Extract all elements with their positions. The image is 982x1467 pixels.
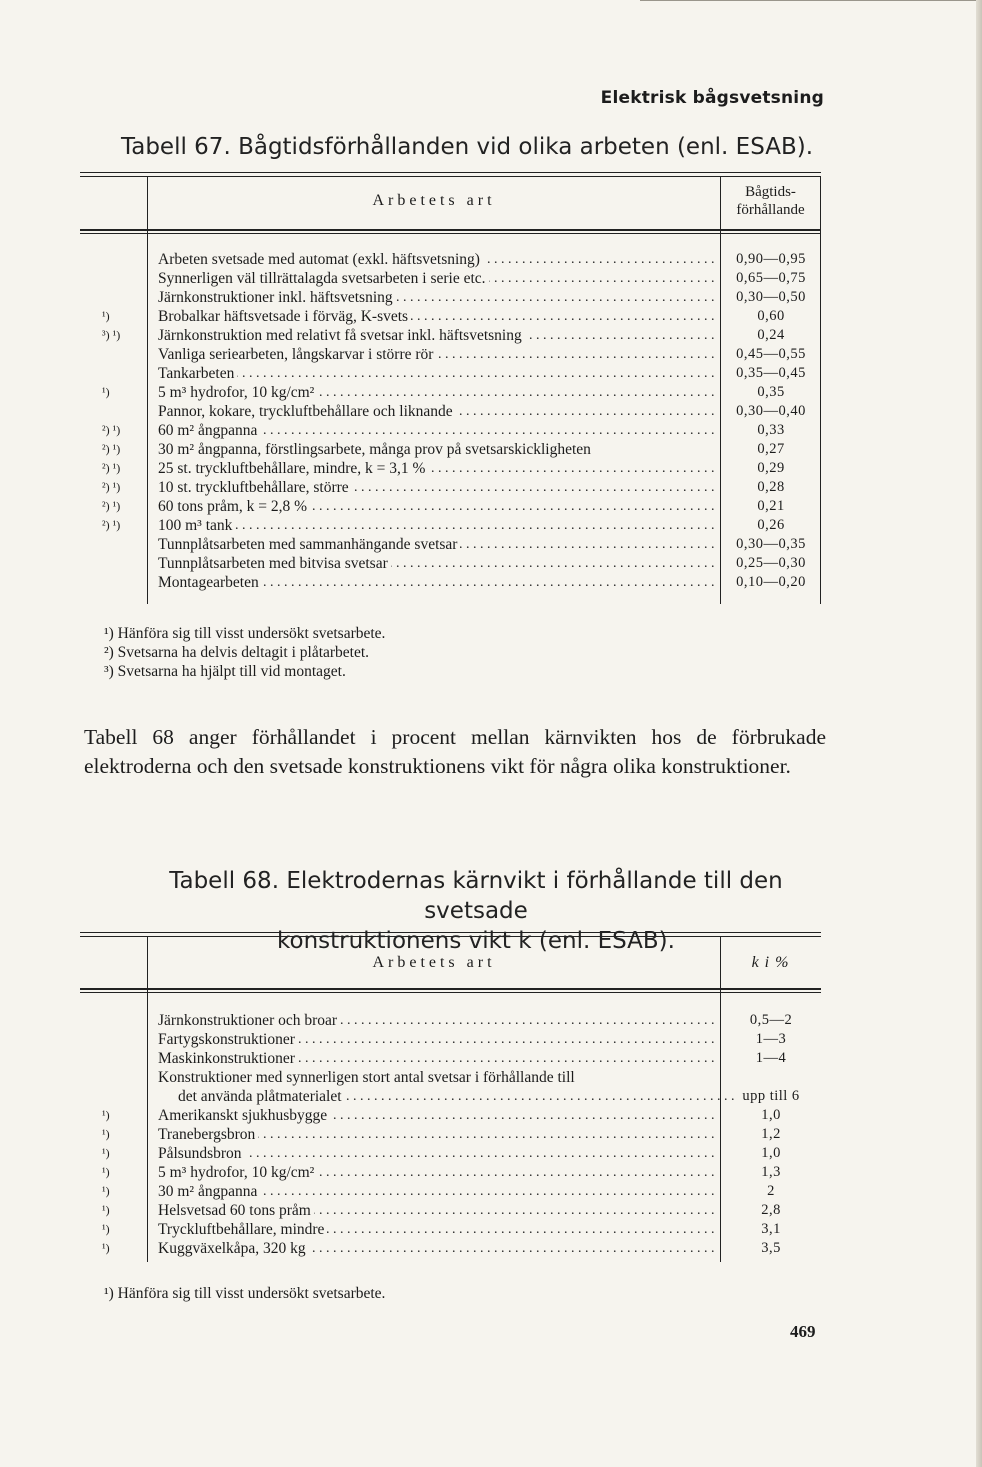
table68-row-label: 5 m³ hydrofor, 10 kg/cm²	[158, 1164, 317, 1181]
table67-row-value: 0,30—0,35	[736, 536, 806, 552]
table67-row-label: Tunnplåtsarbeten med sammanhängande svetsar	[158, 536, 460, 553]
table67-row-value: 0,30—0,40	[736, 403, 806, 419]
table68-row-label-cell	[158, 1220, 718, 1239]
table67-row-footnote-mark: ²) ¹)	[102, 442, 121, 456]
table67-row-label: 100 m³ tank	[158, 517, 235, 534]
table68-row-footnote-mark: ¹)	[102, 1241, 110, 1255]
table67-row-value: 0,21	[757, 498, 785, 514]
table67-row-label: 30 m² ångpanna, förstlingsarbete, många prov på svetsarskickligheten	[158, 441, 594, 458]
page-number: 469	[790, 1322, 816, 1341]
table68-row-label-cell	[158, 1049, 718, 1068]
table68-row-label: Tranebergsbron	[158, 1126, 258, 1143]
table67-row	[80, 269, 821, 288]
table68-row-footnote-mark: ¹)	[102, 1108, 110, 1122]
table67	[80, 172, 821, 604]
table67-row	[80, 383, 821, 402]
table68-header-rule	[80, 988, 821, 990]
body-paragraph: Tabell 68 anger förhållandet i procent mellan kärnvikten hos de förbrukade elektroderna och den svetsade konstruktionens vikt för några olika konstruktioner.	[84, 725, 826, 778]
table67-row-value: 0,30—0,50	[736, 289, 806, 305]
table68-row	[80, 1201, 821, 1220]
table67-row-value: 0,35—0,45	[736, 365, 806, 381]
table67-row-footnote-mark: ²) ¹)	[102, 518, 121, 532]
table68-row-label-cell	[158, 1201, 718, 1220]
table68-row	[80, 1106, 821, 1125]
table68-row-footnote-mark: ¹)	[102, 1203, 110, 1217]
table67-row-label-cell	[158, 326, 718, 345]
table67-row-label-cell	[158, 364, 718, 383]
table68-row-label: Tryckluftbehållare, mindre	[158, 1221, 327, 1238]
table67-col-ratio-line2: förhållande	[736, 202, 805, 218]
table68-row	[80, 1030, 821, 1049]
table67-caption: Tabell 67. Bågtidsförhållanden vid olika arbeten (enl. ESAB).	[121, 134, 814, 160]
table67-row	[80, 497, 821, 516]
table67-footnote-1: ¹) Hänföra sig till visst undersökt svetsarbete.	[104, 625, 386, 642]
table68-row-label-cell	[158, 1011, 718, 1030]
table68-row-value: 3,5	[761, 1240, 781, 1256]
table67-col-ratio	[721, 183, 820, 219]
table68-row-label-cell	[158, 1068, 718, 1087]
table68-row	[80, 1125, 821, 1144]
table67-footnote-3: ³) Svetsarna ha hjälpt till vid montaget.	[104, 663, 346, 680]
table68-row-value: 1—3	[755, 1031, 787, 1047]
table67-row-label-cell	[158, 250, 718, 269]
table67-col-ratio-line1: Bågtids-	[745, 184, 796, 200]
table67-row-footnote-mark: ¹)	[102, 309, 110, 323]
table67-row	[80, 326, 821, 345]
table67-row-label: Järnkonstruktion med relativt få svetsar inkl. häftsvetsning	[158, 327, 525, 344]
table68-row-label: Amerikanskt sjukhusbygge	[158, 1107, 330, 1124]
table67-row-value: 0,28	[757, 479, 785, 495]
table67-row	[80, 573, 821, 592]
table68-row-footnote-mark: ¹)	[102, 1165, 110, 1179]
table67-row-label-cell	[158, 554, 718, 573]
table67-top-rule	[80, 172, 821, 173]
table68-footnote: ¹) Hänföra sig till visst undersökt svetsarbete.	[104, 1285, 386, 1302]
table68-row-label: det använda plåtmaterialet	[178, 1088, 345, 1105]
table68-row-label: Pålsundsbron	[158, 1145, 245, 1162]
table67-header-rule	[80, 229, 821, 231]
table68-row-value: 0,5—2	[749, 1012, 793, 1028]
table68-row-label: Helsvetsad 60 tons pråm	[158, 1202, 314, 1219]
table67-row-label-cell	[158, 535, 718, 554]
table67-row-value: 0,35	[757, 384, 785, 400]
table68-top-rule-2	[80, 936, 821, 937]
table67-col-work: Arbetets art	[372, 192, 496, 209]
table67-row	[80, 421, 821, 440]
table67-row-value: 0,10—0,20	[736, 574, 806, 590]
table67-row-label-cell	[158, 269, 718, 288]
table68-row-value: 1,0	[761, 1145, 781, 1161]
table67-row-label: Vanliga seriearbeten, långskarvar i större rör	[158, 346, 436, 363]
table67-row-label: Montagearbeten	[158, 574, 262, 591]
table67-row	[80, 440, 821, 459]
table68-row	[80, 1087, 821, 1106]
table68-row-label: Järnkonstruktioner och broar	[158, 1012, 340, 1029]
table67-row-label-cell	[158, 345, 718, 364]
table67-row-label: Brobalkar häftsvetsade i förväg, K-svets	[158, 308, 411, 325]
table67-row-label: Arbeten svetsade med automat (exkl. häftsvetsning)	[158, 251, 483, 268]
table68-row-footnote-mark: ¹)	[102, 1222, 110, 1236]
table67-row-footnote-mark: ²) ¹)	[102, 423, 121, 437]
table67-header-rule-2	[80, 233, 821, 234]
table67-row-value: 0,33	[757, 422, 785, 438]
table68-row-value: 2	[767, 1183, 775, 1199]
table67-row	[80, 459, 821, 478]
table68-row-label: Fartygskonstruktioner	[158, 1031, 298, 1048]
table68-row-label: Maskinkonstruktioner	[158, 1050, 298, 1067]
table67-row-label: Järnkonstruktioner inkl. häftsvetsning	[158, 289, 396, 306]
table67-row-label: Synnerligen väl tillrättalagda svetsarbeten i serie etc.	[158, 270, 489, 287]
table67-row-label-cell	[158, 497, 718, 516]
table67-row-label-cell	[158, 459, 718, 478]
table67-top-rule-2	[80, 176, 821, 177]
table67-row	[80, 250, 821, 269]
table67-row-label-cell	[158, 383, 718, 402]
table68-row-footnote-mark: ¹)	[102, 1146, 110, 1160]
table68-row-label-cell	[158, 1182, 718, 1201]
table67-row-value: 0,90—0,95	[736, 251, 806, 267]
table68-row-value: 1,2	[761, 1126, 781, 1142]
table67-row	[80, 554, 821, 573]
table67-row-label: Tunnplåtsarbeten med bitvisa svetsar	[158, 555, 391, 572]
table68-col-work: Arbetets art	[372, 954, 496, 971]
table67-row-label: Tankarbeten	[158, 365, 237, 382]
table68-row-label-cell	[158, 1106, 718, 1125]
table67-row-value: 0,27	[757, 441, 785, 457]
table67-row-label: 60 m² ångpanna	[158, 422, 260, 439]
table67-row-value: 0,60	[757, 308, 785, 324]
table67-row-label: 10 st. tryckluftbehållare, större	[158, 479, 352, 496]
table68-caption-line1: Tabell 68. Elektrodernas kärnvikt i förhållande till den svetsade	[169, 868, 783, 924]
table68-row-label-cell	[158, 1239, 718, 1258]
table67-row-label: 5 m³ hydrofor, 10 kg/cm²	[158, 384, 317, 401]
table67-row-label-cell	[158, 307, 718, 326]
table67-row	[80, 535, 821, 554]
table67-row-label-cell	[158, 440, 718, 459]
table68-top-rule	[80, 932, 821, 933]
table68-row-value: 1,0	[761, 1107, 781, 1123]
table67-row-value: 0,25—0,30	[736, 555, 806, 571]
table67-row-label-cell	[158, 516, 718, 535]
page-top-edge	[640, 0, 980, 1]
table68-row-footnote-mark: ¹)	[102, 1127, 110, 1141]
running-header: Elektrisk bågsvetsning	[600, 88, 824, 108]
table67-row-label-cell	[158, 288, 718, 307]
table67-row-value: 0,26	[757, 517, 785, 533]
table68-row	[80, 1220, 821, 1239]
table68-row	[80, 1068, 821, 1087]
table67-row	[80, 402, 821, 421]
table68-row	[80, 1163, 821, 1182]
table68-header-rule-2	[80, 992, 821, 993]
table67-row	[80, 307, 821, 326]
table67-row-label-cell	[158, 478, 718, 497]
table67-row-label-cell	[158, 402, 718, 421]
table67-row-label: 60 tons pråm, k = 2,8 %	[158, 498, 310, 515]
table68-caption-line2: konstruktionens vikt k (enl. ESAB).	[277, 928, 675, 954]
table68-row-value: 3,1	[761, 1221, 781, 1237]
table67-row	[80, 516, 821, 535]
table68-row	[80, 1144, 821, 1163]
table67-row	[80, 478, 821, 497]
table68-row-label: 30 m² ångpanna	[158, 1183, 260, 1200]
table67-row-value: 0,24	[757, 327, 785, 343]
table68-row-label-cell	[158, 1144, 718, 1163]
table67-row	[80, 345, 821, 364]
table67-footnote-2: ²) Svetsarna ha delvis deltagit i plåtarbetet.	[104, 644, 370, 661]
table68-col-k: k i %	[751, 954, 790, 971]
table67-row-label-cell	[158, 573, 718, 592]
table68	[80, 932, 821, 1262]
table67-row-label: Pannor, kokare, tryckluftbehållare och liknande	[158, 403, 456, 420]
table68-row	[80, 1011, 821, 1030]
table68-row-label: Konstruktioner med synnerligen stort antal svetsar i förhållande till	[158, 1069, 578, 1086]
table68-row-value: 1,3	[761, 1164, 781, 1180]
table68-row-label-cell	[158, 1163, 718, 1182]
table67-row-label-cell	[158, 421, 718, 440]
table67-row-value: 0,29	[757, 460, 785, 476]
table68-row-label-cell	[158, 1125, 718, 1144]
table68-row-label: Kuggväxelkåpa, 320 kg	[158, 1240, 309, 1257]
table67-row-label: 25 st. tryckluftbehållare, mindre, k = 3,1 %	[158, 460, 428, 477]
table67-row-footnote-mark: ²) ¹)	[102, 499, 121, 513]
table68-row-value: 1—4	[755, 1050, 787, 1066]
table67-row	[80, 364, 821, 383]
table68-row-value: upp till 6	[742, 1088, 800, 1104]
table68-row-footnote-mark: ¹)	[102, 1184, 110, 1198]
table67-row	[80, 288, 821, 307]
table68-row	[80, 1049, 821, 1068]
table68-row	[80, 1239, 821, 1258]
table67-row-footnote-mark: ³) ¹)	[102, 328, 121, 342]
table67-row-value: 0,45—0,55	[736, 346, 806, 362]
table68-row-label-cell	[178, 1087, 738, 1106]
table68-row-label-cell	[158, 1030, 718, 1049]
page-right-edge	[976, 0, 982, 1467]
table67-row-value: 0,65—0,75	[736, 270, 806, 286]
table68-row	[80, 1182, 821, 1201]
table68-row-value: 2,8	[761, 1202, 781, 1218]
table67-row-footnote-mark: ²) ¹)	[102, 480, 121, 494]
table67-row-footnote-mark: ²) ¹)	[102, 461, 121, 475]
table67-row-footnote-mark: ¹)	[102, 385, 110, 399]
